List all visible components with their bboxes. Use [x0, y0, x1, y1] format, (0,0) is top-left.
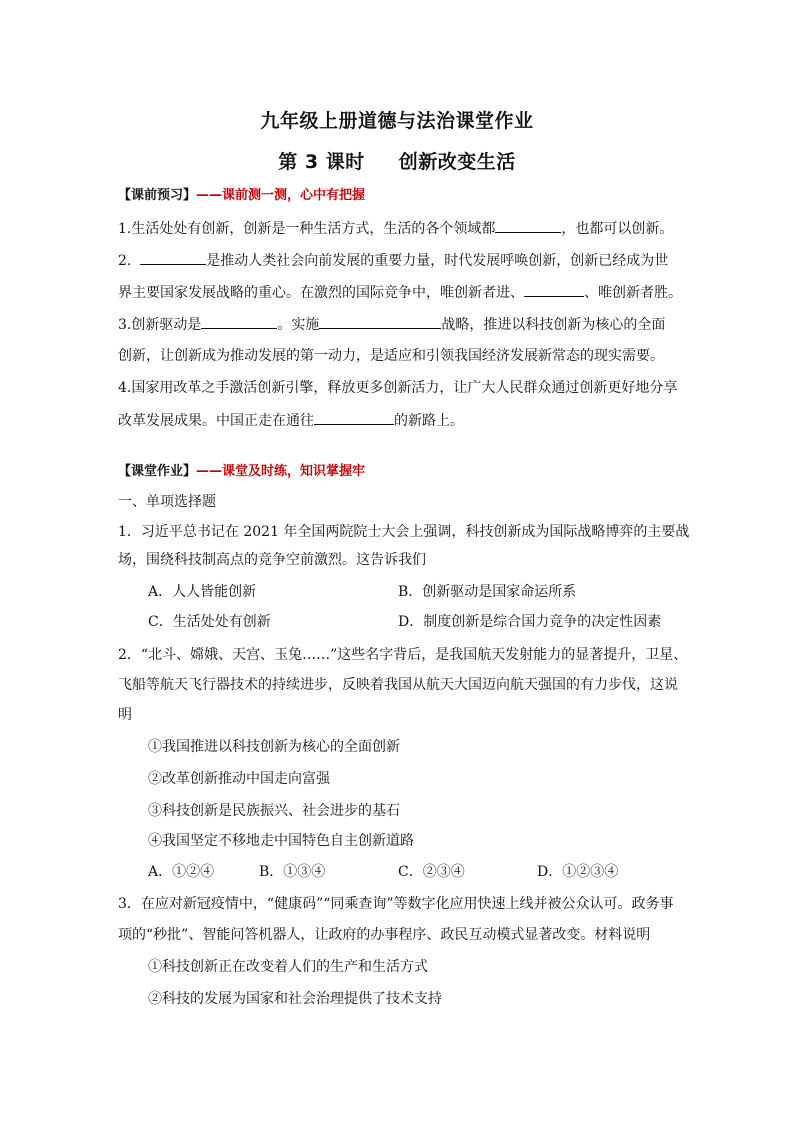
- fill-blank[interactable]: [495, 219, 561, 233]
- lesson-title: [0, 147, 794, 174]
- document-title: 九年级上册道德与法治课堂作业: [260, 110, 534, 132]
- question-2-statement: ②改革创新推动中国走向富强: [148, 771, 330, 787]
- section-title: 一、单项选择题: [118, 494, 216, 510]
- question-1-option-a[interactable]: A．人人皆能创新: [148, 584, 257, 600]
- preview-q1: 1.生活处处有创新，创新是一种生活方式，生活的各个领域都 ，也都可以创新。: [118, 221, 674, 237]
- question-2-statement: ④我国坚定不移地走中国特色自主创新道路: [148, 833, 414, 849]
- question-1-option-b[interactable]: B．创新驱动是国家命运所系: [398, 584, 577, 600]
- classwork-heading: 【课堂作业】——课堂及时练，知识掌握牢: [118, 464, 366, 479]
- preview-q4-line2: 改革发展成果。中国正走在通往 的新路上。: [118, 413, 464, 429]
- question-3-line: 项的“秒批”、智能问答机器人，让政府的办事程序、政民互动模式显著改变。材料说明: [118, 927, 651, 943]
- preview-heading: 【课前预习】——课前测一测，心中有把握: [118, 188, 366, 203]
- question-3-line: 3．在应对新冠疫情中，“健康码”“同乘查询”等数字化应用快速上线并被公众认可。政务事: [118, 896, 674, 912]
- question-2-option-a[interactable]: A．①②④: [148, 864, 215, 880]
- fill-blank[interactable]: [140, 251, 206, 265]
- lesson-number: 第 3 课时: [278, 151, 365, 173]
- question-2-line: 2．“北斗、嫦娥、天宫、玉兔……”这些名字背后，是我国航天发射能力的显著提升，卫星、: [118, 647, 688, 663]
- fill-blank[interactable]: [201, 315, 277, 329]
- preview-q3-line2: 创新，让创新成为推动发展的第一动力，是适应和引领我国经济发展新常态的现实需要。: [118, 348, 664, 364]
- preview-q3-line1: 3.创新驱动是 。实施 战略，推进以科技创新为核心的全面: [118, 317, 666, 333]
- fill-blank[interactable]: [319, 315, 441, 329]
- question-1-line: 场，围绕科技制高点的竞争空前激烈。这告诉我们: [118, 552, 426, 568]
- question-2-option-d[interactable]: D．①②③④: [537, 864, 619, 880]
- fill-blank[interactable]: [314, 411, 394, 425]
- preview-q2-line2: 界主要国家发展战略的重心。在激烈的国际竞争中，唯创新者进、 、唯创新者胜。: [118, 285, 682, 301]
- question-2-statement: ①我国推进以科技创新为核心的全面创新: [148, 739, 400, 755]
- question-3-statement: ②科技的发展为国家和社会治理提供了技术支持: [148, 991, 442, 1007]
- preview-q2-line1: 2. 是推动人类社会向前发展的重要力量，时代发展呼唤创新，创新已经成为世: [118, 253, 669, 269]
- preview-q4-line1: 4.国家用改革之手激活创新引擎，释放更多创新活力，让广大人民群众通过创新更好地分享: [118, 380, 678, 396]
- question-2-option-b[interactable]: B．①③④: [259, 864, 326, 880]
- question-2-line: 明: [118, 707, 132, 723]
- question-3-statement: ①科技创新正在改变着人们的生产和生活方式: [148, 959, 428, 975]
- question-1-line: 1．习近平总书记在 2021 年全国两院院士大会上强调，科技创新成为国际战略博弈的主要战: [118, 524, 690, 540]
- question-2-option-c[interactable]: C．②③④: [398, 864, 465, 880]
- question-2-line: 飞船等航天飞行器技术的持续进步，反映着我国从航天大国迈向航天强国的有力步伐，这说: [118, 677, 678, 693]
- question-1-option-c[interactable]: C．生活处处有创新: [148, 614, 271, 630]
- lesson-name: 创新改变生活: [398, 151, 516, 173]
- classwork-heading-tag: ——课堂及时练，知识掌握牢: [196, 464, 366, 479]
- preview-heading-tag: ——课前测一测，心中有把握: [196, 188, 366, 203]
- fill-blank[interactable]: [524, 283, 584, 297]
- question-2-statement: ③科技创新是民族振兴、社会进步的基石: [148, 803, 400, 819]
- question-1-option-d[interactable]: D．制度创新是综合国力竞争的决定性因素: [398, 614, 662, 630]
